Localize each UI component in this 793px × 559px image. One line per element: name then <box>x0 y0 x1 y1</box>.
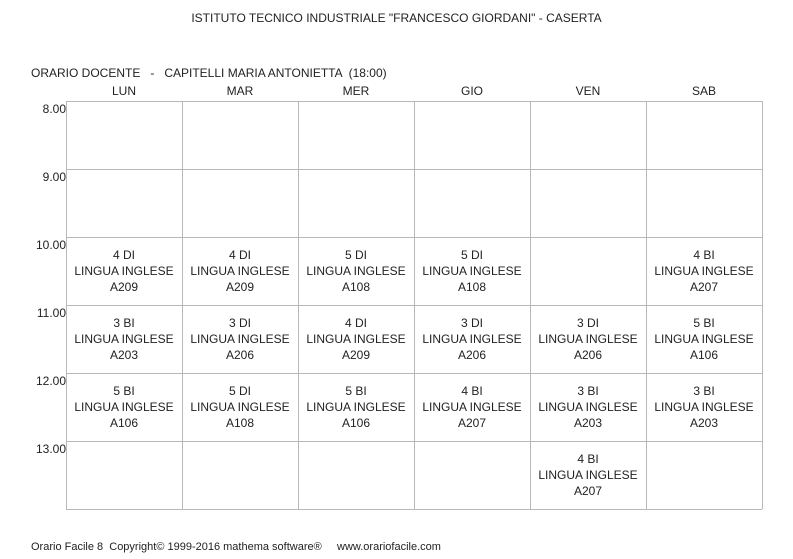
lesson-subject: LINGUA INGLESE <box>190 400 290 414</box>
lesson-room: A209 <box>225 280 255 294</box>
lesson-class: 5 BI <box>113 384 135 398</box>
lesson-class: 4 DI <box>344 316 367 330</box>
lesson-cell <box>646 237 762 305</box>
lesson-subject: LINGUA INGLESE <box>74 332 174 346</box>
day-header-lun: LUN <box>111 84 136 98</box>
lesson-cell <box>646 305 762 373</box>
lesson-room: A207 <box>457 416 487 430</box>
lesson-subject: LINGUA INGLESE <box>422 332 522 346</box>
lesson-room: A108 <box>457 280 487 294</box>
lesson-cell <box>66 305 182 373</box>
lesson-cell <box>530 373 646 441</box>
lesson-class: 4 BI <box>693 248 715 262</box>
lesson-room: A106 <box>689 348 719 362</box>
lesson-subject: LINGUA INGLESE <box>74 264 174 278</box>
lesson-cell <box>66 373 182 441</box>
time-label: 10.00 <box>35 238 66 252</box>
lesson-cell <box>298 305 414 373</box>
lesson-room: A206 <box>225 348 255 362</box>
lesson-room: A106 <box>341 416 371 430</box>
lesson-class: 3 BI <box>693 384 715 398</box>
lesson-cell <box>182 373 298 441</box>
lesson-class: 5 DI <box>344 248 367 262</box>
lesson-class: 4 DI <box>228 248 251 262</box>
lesson-subject: LINGUA INGLESE <box>654 264 754 278</box>
lesson-subject: LINGUA INGLESE <box>538 400 638 414</box>
lesson-subject: LINGUA INGLESE <box>654 332 754 346</box>
lesson-class: 4 DI <box>112 248 135 262</box>
lesson-class: 4 BI <box>461 384 483 398</box>
lesson-cell <box>530 441 646 509</box>
lesson-cell <box>182 305 298 373</box>
lesson-cell <box>530 305 646 373</box>
lesson-room: A203 <box>109 348 139 362</box>
lesson-class: 3 DI <box>460 316 483 330</box>
lesson-room: A209 <box>109 280 139 294</box>
lesson-cell <box>182 237 298 305</box>
day-header-mer: MER <box>342 84 370 98</box>
time-label: 8.00 <box>42 102 66 116</box>
lesson-cell <box>646 373 762 441</box>
time-label: 11.00 <box>36 306 66 320</box>
lesson-subject: LINGUA INGLESE <box>654 400 754 414</box>
lesson-room: A206 <box>457 348 487 362</box>
page-title: ISTITUTO TECNICO INDUSTRIALE "FRANCESCO GIORDANI" - CASERTA <box>191 11 602 25</box>
lesson-room: A207 <box>689 280 719 294</box>
lesson-subject: LINGUA INGLESE <box>422 264 522 278</box>
teacher-header: ORARIO DOCENTE - CAPITELLI MARIA ANTONIETTA (18:00) <box>31 66 387 80</box>
lesson-room: A207 <box>573 484 603 498</box>
lesson-subject: LINGUA INGLESE <box>306 400 406 414</box>
lesson-cell <box>414 373 530 441</box>
lesson-cell <box>298 237 414 305</box>
grid-line-horizontal <box>66 509 762 510</box>
lesson-subject: LINGUA INGLESE <box>422 400 522 414</box>
lesson-class: 5 BI <box>345 384 367 398</box>
time-label: 12.00 <box>35 374 66 388</box>
lesson-subject: LINGUA INGLESE <box>190 332 290 346</box>
lesson-class: 5 DI <box>228 384 251 398</box>
footer-copyright: Orario Facile 8 Copyright© 1999-2016 mathema software® www.orariofacile.com <box>31 541 441 553</box>
lesson-subject: LINGUA INGLESE <box>538 468 638 482</box>
lesson-subject: LINGUA INGLESE <box>306 332 406 346</box>
lesson-class: 3 DI <box>576 316 599 330</box>
lesson-room: A106 <box>109 416 139 430</box>
lesson-class: 4 BI <box>577 452 599 466</box>
grid-line-vertical <box>762 101 763 509</box>
lesson-subject: LINGUA INGLESE <box>74 400 174 414</box>
lesson-room: A108 <box>341 280 371 294</box>
lesson-cell <box>414 237 530 305</box>
lesson-cell <box>298 373 414 441</box>
lesson-room: A203 <box>689 416 719 430</box>
lesson-room: A108 <box>225 416 255 430</box>
lesson-class: 5 BI <box>693 316 715 330</box>
lesson-room: A206 <box>573 348 603 362</box>
lesson-cell <box>414 305 530 373</box>
day-header-sab: SAB <box>691 84 716 98</box>
day-header-gio: GIO <box>460 84 483 98</box>
day-header-mar: MAR <box>226 84 254 98</box>
lesson-class: 3 BI <box>577 384 599 398</box>
lesson-subject: LINGUA INGLESE <box>538 332 638 346</box>
lesson-cell <box>66 237 182 305</box>
lesson-class: 3 DI <box>228 316 251 330</box>
lesson-class: 3 BI <box>113 316 135 330</box>
lesson-room: A203 <box>573 416 603 430</box>
time-label: 9.00 <box>42 170 66 184</box>
lesson-subject: LINGUA INGLESE <box>306 264 406 278</box>
lesson-subject: LINGUA INGLESE <box>190 264 290 278</box>
day-header-ven: VEN <box>575 84 601 98</box>
lesson-room: A209 <box>341 348 371 362</box>
time-label: 13.00 <box>35 442 66 456</box>
lesson-class: 5 DI <box>460 248 483 262</box>
